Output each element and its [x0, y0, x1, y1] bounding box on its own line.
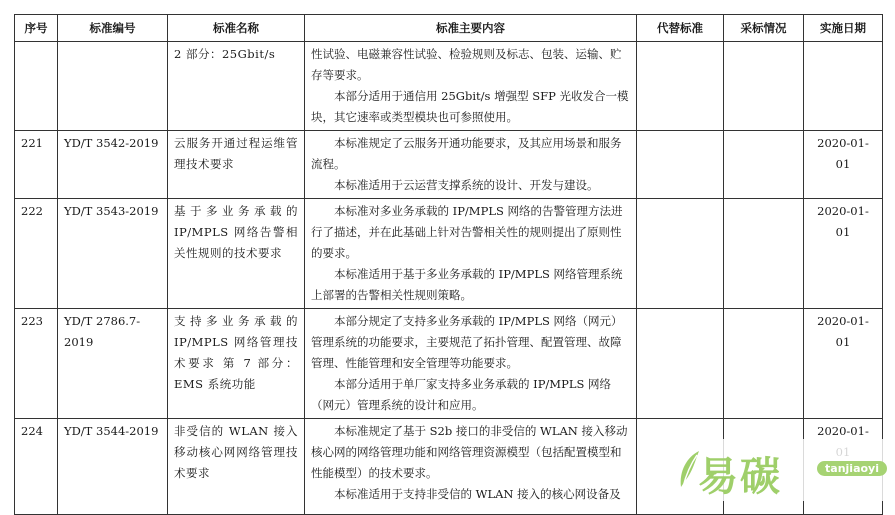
content-paragraph: 本部分规定了支持多业务承载的 IP/MPLS 网络（网元）管理系统的功能要求，主要规范了拓扑管理、配置管理、故障管理、性能管理和安全管理等功能要求。 — [311, 314, 623, 370]
cell-code: YD/T 2786.7-2019 — [58, 309, 168, 419]
cell-code: YD/T 3544-2019 — [58, 419, 168, 515]
cell-adopt — [724, 42, 804, 131]
cell-no: 222 — [15, 199, 58, 309]
table-row — [15, 309, 883, 419]
content-paragraph: 性试验、电磁兼容性试验、检验规则及标志、包装、运输、贮存等要求。 — [311, 47, 622, 82]
content-paragraph: 本部分适用于单厂家支持多业务承载的 IP/MPLS 网络（网元）管理系统的设计和应用。 — [311, 377, 611, 412]
content-paragraph: 本部分适用于通信用 25Gbit/s 增强型 SFP 光收发合一模块，其它速率或类型模块也可参照使用。 — [311, 89, 629, 124]
header-date: 实施日期 — [804, 15, 883, 42]
cell-content — [305, 42, 637, 131]
content-paragraph: 本标准适用于云运营支撑系统的设计、开发与建设。 — [334, 178, 599, 192]
cell-date: 2020-01-01 — [804, 309, 883, 419]
content-paragraph: 本标准规定了云服务开通功能要求，及其应用场景和服务流程。 — [311, 136, 622, 171]
watermark-cn: 易碳 — [698, 454, 782, 500]
content-paragraph: 本标准规定了基于 S2b 接口的非受信的 WLAN 接入移动核心网的网络管理功能和网络管理资源模型（包括配置模型和性能模型）的技术要求。 — [311, 424, 628, 480]
cell-name: 云服务开通过程运维管理技术要求 — [168, 131, 305, 199]
cell-adopt — [724, 199, 804, 309]
cell-content — [305, 419, 637, 515]
cell-replace — [637, 131, 724, 199]
header-no: 序号 — [15, 15, 58, 42]
content-paragraph: 本标准适用于支持非受信的 WLAN 接入的核心网设备及 — [334, 487, 621, 501]
cell-adopt — [724, 309, 804, 419]
watermark-logo — [674, 439, 889, 501]
cell-code: YD/T 3543-2019 — [58, 199, 168, 309]
cell-name: 基于多业务承载的 IP/MPLS 网络告警相关性规则的技术要求 — [168, 199, 305, 309]
cell-date: 2020-01-01 — [804, 131, 883, 199]
table-header-row — [15, 15, 883, 42]
table-row — [15, 131, 883, 199]
cell-date: 2020-01- — [804, 419, 883, 515]
cell-replace — [637, 309, 724, 419]
header-content: 标准主要内容 — [305, 15, 637, 42]
content-paragraph: 本标准对多业务承载的 IP/MPLS 网络的告警管理方法进行了描述，并在此基础上针对告警相关性的规则提出了原则性的要求。 — [311, 204, 623, 260]
cell-code — [58, 42, 168, 131]
content-paragraph: 本标准适用于基于多业务承载的 IP/MPLS 网络管理系统上部署的告警相关性规则策略。 — [311, 267, 623, 302]
header-adopt: 采标情况 — [724, 15, 804, 42]
cell-content — [305, 309, 637, 419]
cell-name: 2 部分：25Gbit/s — [168, 42, 305, 131]
table-row — [15, 199, 883, 309]
cell-no — [15, 42, 58, 131]
cell-no: 223 — [15, 309, 58, 419]
table-row — [15, 42, 883, 131]
cell-no: 224 — [15, 419, 58, 515]
cell-date: 2020-01-01 — [804, 199, 883, 309]
cell-replace — [637, 42, 724, 131]
cell-no: 221 — [15, 131, 58, 199]
cell-code: YD/T 3542-2019 — [58, 131, 168, 199]
header-name: 标准名称 — [168, 15, 305, 42]
watermark-en: tanjiaoyi — [817, 461, 887, 476]
header-replace: 代替标准 — [637, 15, 724, 42]
cell-content — [305, 131, 637, 199]
cell-adopt — [724, 131, 804, 199]
cell-name: 非受信的 WLAN 接入移动核心网网络管理技术要求 — [168, 419, 305, 515]
header-code: 标准编号 — [58, 15, 168, 42]
cell-name: 支持多业务承载的 IP/MPLS 网络管理技术要求 第 7 部分：EMS 系统功能 — [168, 309, 305, 419]
cell-replace — [637, 199, 724, 309]
cell-content — [305, 199, 637, 309]
cell-date — [804, 42, 883, 131]
